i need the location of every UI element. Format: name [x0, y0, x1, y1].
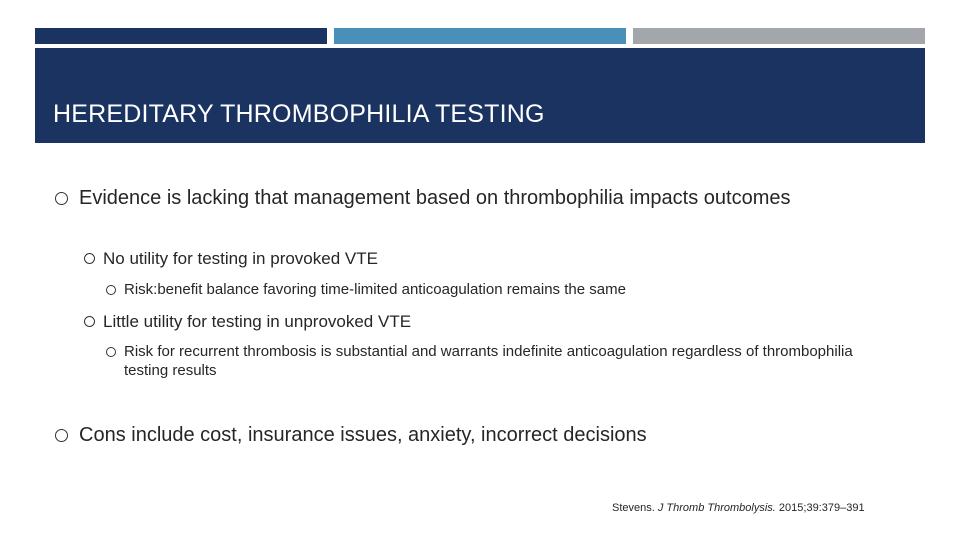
- accent-bar-blue: [334, 28, 626, 44]
- bullet-text: Risk:benefit balance favoring time-limited anticoagulation remains the same: [124, 281, 626, 298]
- bullet-cons: [55, 423, 855, 448]
- citation-details: 2015;39:379–391: [778, 502, 865, 514]
- bullet-text: No utility for testing in provoked VTE: [103, 249, 378, 268]
- citation-author: Stevens.: [612, 502, 655, 514]
- bullet-circle-icon: [55, 429, 68, 442]
- bullet-circle-icon: [106, 285, 116, 295]
- bullet-provoked-vte: [84, 248, 844, 269]
- bullet-text: Evidence is lacking that management based on thrombophilia impacts outcomes: [79, 187, 791, 209]
- bullet-circle-icon: [55, 192, 68, 205]
- bullet-text: Risk for recurrent thrombosis is substantial and warrants indefinite anticoagulation regardless of thrombophilia testing results: [124, 343, 853, 379]
- bullet-unprovoked-vte: [84, 311, 844, 332]
- citation-journal: J Thromb Thrombolysis.: [657, 502, 776, 514]
- bullet-text: Cons include cost, insurance issues, anxiety, incorrect decisions: [79, 424, 647, 446]
- citation: [612, 502, 865, 514]
- bullet-circle-icon: [84, 253, 95, 264]
- bullet-recurrent-risk: [106, 342, 896, 380]
- bullet-risk-benefit: [106, 280, 896, 299]
- bullet-evidence: [55, 186, 855, 211]
- accent-bar-navy: [35, 28, 327, 44]
- bullet-text: Little utility for testing in unprovoked VTE: [103, 312, 412, 331]
- bullet-circle-icon: [106, 347, 116, 357]
- accent-bar-gray: [633, 28, 925, 44]
- title-band: [35, 48, 925, 143]
- slide-title: HEREDITARY THROMBOPHILIA TESTING: [53, 100, 545, 128]
- bullet-circle-icon: [84, 316, 95, 327]
